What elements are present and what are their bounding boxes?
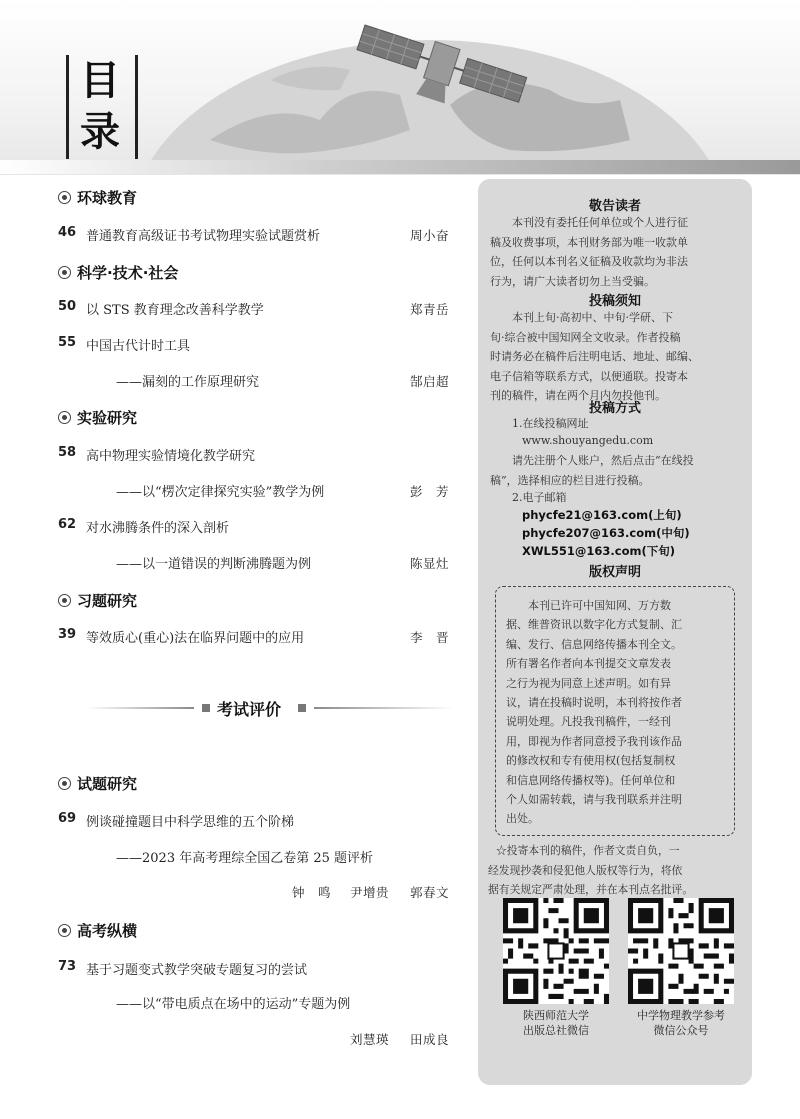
entry-page-number: 39 xyxy=(58,627,77,642)
submission-heading: 投稿须知 xyxy=(588,294,641,309)
entry-author: 郜启超 xyxy=(410,374,450,389)
section-heading: 高考纵横 xyxy=(58,920,137,941)
entry-title[interactable]: 高中物理实验情境化教学研究 xyxy=(86,449,256,464)
entry-title[interactable]: 对水沸腾条件的深入剖析 xyxy=(86,521,230,536)
divider-square-icon xyxy=(202,704,210,712)
entry-author: 田成良 xyxy=(410,1032,450,1047)
entry-subtitle: ——以一道错误的判断沸腾题为例 xyxy=(116,557,312,572)
online-label: 1.在线投稿网址 xyxy=(512,417,589,430)
page-title-char: 录 xyxy=(80,109,120,155)
email-link[interactable]: phycfe21@163.com(上旬) xyxy=(522,508,682,522)
entry-author: 郑青岳 xyxy=(410,302,450,317)
section-heading: 环球教育 xyxy=(58,187,137,208)
section-heading: 实验研究 xyxy=(58,407,137,428)
entry-title[interactable]: 普通教育高级证书考试物理实验试题赏析 xyxy=(86,229,321,244)
target-bullet-icon xyxy=(58,924,71,937)
entry-title[interactable]: 等效质心(重心)法在临界问题中的应用 xyxy=(86,631,305,646)
target-bullet-icon xyxy=(58,266,71,279)
page-title-char: 目 xyxy=(80,58,120,104)
globe-satellite-illustration xyxy=(150,20,710,170)
entry-author: 彭 芳 xyxy=(410,484,450,499)
target-bullet-icon xyxy=(58,191,71,204)
entry-title[interactable]: 中国古代计时工具 xyxy=(86,339,191,354)
online-note: 请先注册个人账户，然后点击“在线投 稿”，选择相应的栏目进行投稿。 xyxy=(490,454,694,487)
divider-line-left xyxy=(86,707,194,709)
entry-page-number: 55 xyxy=(58,335,77,350)
entry-page-number: 69 xyxy=(58,811,77,826)
qr-caption: 陕西师范大学 出版总社微信 xyxy=(523,1009,589,1037)
entry-author: 周小奋 xyxy=(410,228,450,243)
notice-text: 本刊没有委托任何单位或个人进行征 稿及收费事项，本刊财务部为唯一收款单 位，任何以本刊名义征稿及收款均为非法 行为，请广大读者切勿上当受骗。 xyxy=(490,216,688,288)
section-heading: 习题研究 xyxy=(58,590,137,611)
entry-author: 刘慧瑛 xyxy=(350,1032,390,1047)
target-bullet-icon xyxy=(58,594,71,607)
entry-subtitle: ——漏刻的工作原理研究 xyxy=(116,375,260,390)
entry-author: 陈显灶 xyxy=(410,556,450,571)
copyright-text: 本刊已许可中国知网、万方数 据、维普资讯以数字化方式复制、汇 编、发行、信息网络传播本刊全文。 所有署名作者向本刊提交文章发表 之行为视为同意上述声明。如有异 议，请在投稿时说明，本刊将按作者 说明处理。凡投我刊稿件，一经刊 用，即视为作者同意授予我刊该作品 的修改权和专有使用权(包括复制权 和信息网络传播权等)。任何单位和 个人如需转载，请与我刊联系并注明 出处。 xyxy=(506,599,682,826)
entry-title[interactable]: 基于习题变式教学突破专题复习的尝试 xyxy=(86,963,308,978)
entry-subtitle: ——以“带电质点在场中的运动”专题为例 xyxy=(116,997,351,1012)
entry-page-number: 58 xyxy=(58,445,77,460)
entry-author: 钟 鸣 xyxy=(292,885,332,900)
method-heading: 投稿方式 xyxy=(588,401,641,416)
submission-text: 本刊上旬·高初中、中旬·学研、下 旬·综合被中国知网全文收录。作者投稿 时请务必在稿件后注明电话、地址、邮编、 电子信箱等联系方式，以便通联。投寄本 刊的稿件，请在两个月内勿投他刊。 xyxy=(490,311,699,402)
entry-author: 郭春文 xyxy=(410,885,450,900)
divider-square-icon xyxy=(298,704,306,712)
entry-subtitle: ——2023 年高考理综全国乙卷第 25 题评析 xyxy=(116,851,374,866)
entry-page-number: 73 xyxy=(58,959,77,974)
entry-author: 尹增贵 xyxy=(350,885,390,900)
entry-title[interactable]: 以 STS 教育理念改善科学教学 xyxy=(86,303,264,318)
target-bullet-icon xyxy=(58,777,71,790)
qr-caption: 中学物理教学参考 微信公众号 xyxy=(637,1009,725,1037)
entry-page-number: 46 xyxy=(58,225,77,240)
target-bullet-icon xyxy=(58,411,71,424)
email-link[interactable]: phycfe207@163.com(中旬) xyxy=(522,526,690,540)
warning-text: ☆投寄本刊的稿件，作者文责自负，一 经发现抄袭和侵犯他人版权等行为，将依 据有关规定严肃处理，并在本刊点名批评。 xyxy=(488,844,694,896)
notice-heading: 敬告读者 xyxy=(588,199,641,214)
entry-subtitle: ——以“楞次定律探究实验”教学为例 xyxy=(116,485,325,500)
divider-line-right xyxy=(314,707,454,709)
copyright-heading: 版权声明 xyxy=(588,565,641,580)
qr-code-icon[interactable] xyxy=(503,898,609,1004)
header-stripe xyxy=(0,160,800,174)
section-heading: 试题研究 xyxy=(58,773,137,794)
entry-page-number: 50 xyxy=(58,299,77,314)
qr-code-icon[interactable] xyxy=(628,898,734,1004)
section-heading: 科学·技术·社会 xyxy=(58,262,178,283)
email-link[interactable]: XWL551@163.com(下旬) xyxy=(522,544,675,558)
entry-page-number: 62 xyxy=(58,517,77,532)
entry-author: 李 晋 xyxy=(410,630,450,645)
entry-title[interactable]: 例谈碰撞题目中科学思维的五个阶梯 xyxy=(86,815,295,830)
divider-title: 考试评价 xyxy=(217,700,282,719)
email-label: 2.电子邮箱 xyxy=(512,491,567,504)
submission-url-link[interactable]: www.shouyangedu.com xyxy=(522,434,654,447)
